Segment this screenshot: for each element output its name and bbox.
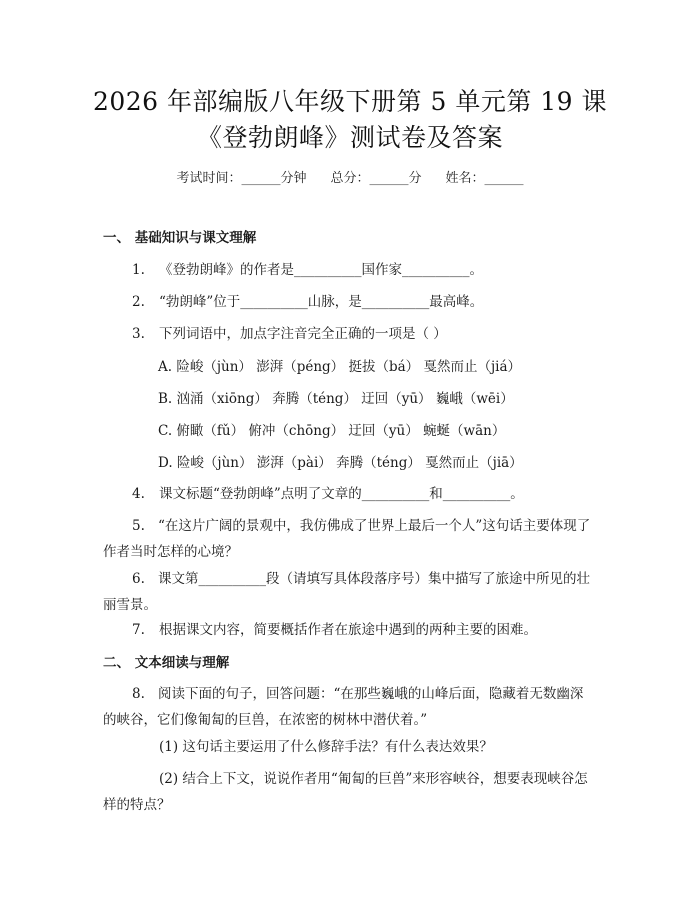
question-text: “勃朗峰”位于__________山脉，是__________最高峰。 (159, 294, 484, 310)
exam-time-field: 考试时间：______分钟 (176, 171, 307, 186)
question-1 (132, 257, 587, 283)
question-number: 8. (132, 686, 145, 702)
question-2 (132, 289, 587, 315)
question-8 (103, 681, 592, 733)
option-d: D. 险峻（jùn） 澎湃（pài） 奔腾（téng） 戛然而止（jiā） (158, 455, 523, 471)
exam-meta (0, 170, 700, 188)
question-7 (132, 617, 587, 643)
sub-question-1: (1) 这句话主要运用了什么修辞手法？有什么表达效果？ (159, 739, 493, 755)
question-number: 6. (132, 571, 145, 587)
option-a: A. 险峻（jùn） 澎湃（péng） 挺拔（bá） 戛然而止（jiá） (158, 359, 521, 375)
question-number: 2. (132, 294, 145, 310)
question-text: 阅读下面的句子，回答问题：“在那些巍峨的山峰后面，隐藏着无数幽深的峡谷，它们像匍匐的巨兽，在浓密的树林中潜伏着。” (103, 686, 584, 728)
question-number: 4. (132, 486, 145, 502)
option-c: C. 俯瞰（fǔ） 俯冲（chōng） 迂回（yū） 蜿蜒（wān） (158, 423, 506, 439)
question-text: 课文第__________段（请填写具体段落序号）集中描写了旅途中所见的壮丽雪景。 (103, 571, 590, 613)
option-b: B. 汹涌（xiōng） 奔腾（téng） 迂回（yū） 巍峨（wēi） (158, 391, 514, 407)
total-score-field: 总分：______分 (330, 171, 422, 186)
question-text: 根据课文内容，简要概括作者在旅途中遇到的两种主要的困难。 (159, 622, 537, 638)
question-number: 7. (132, 622, 145, 638)
question-text: “在这片广阔的景观中，我仿佛成了世界上最后一个人”这句话主要体现了作者当时怎样的心境？ (103, 518, 591, 560)
question-5 (103, 513, 592, 565)
question-number: 1. (132, 262, 145, 278)
section-heading-2: 二、 文本细读与理解 (103, 655, 230, 671)
question-text: 下列词语中，加点字注音完全正确的一项是（ ） (159, 326, 447, 342)
question-number: 3. (132, 326, 145, 342)
question-text: 课文标题“登勃朗峰”点明了文章的__________和__________。 (159, 486, 524, 502)
question-4 (132, 481, 587, 507)
question-number: 5. (132, 518, 145, 534)
name-field: 姓名：______ (445, 171, 524, 186)
question-6 (103, 566, 592, 618)
page-title-line2: 《登勃朗峰》测试卷及答案 (196, 123, 503, 152)
question-text: 《登勃朗峰》的作者是__________国作家__________。 (159, 262, 483, 278)
sub-question-2: (2) 结合上下文，说说作者用“匍匐的巨兽”来形容峡谷，想要表现峡谷怎样的特点？ (103, 771, 588, 813)
page-title-line1: 2026 年部编版八年级下册第 5 单元第 19 课 (92, 87, 608, 116)
question-3 (132, 321, 587, 347)
section-heading-1: 一、 基础知识与课文理解 (103, 230, 257, 246)
